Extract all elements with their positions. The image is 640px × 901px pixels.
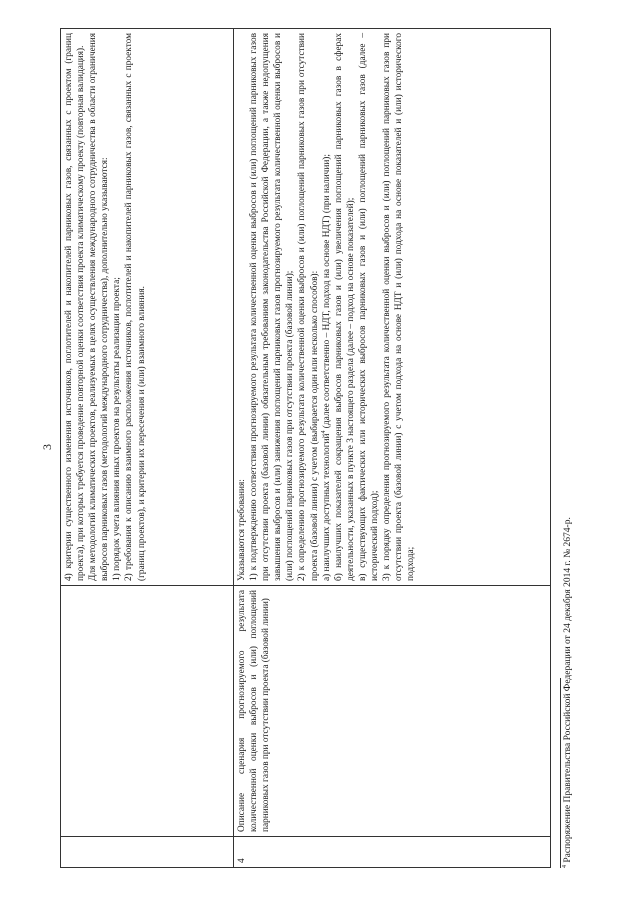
- footnote-text: Распоряжение Правительства Российской Федерации от 24 декабря 2014 г. № 2674-р.: [563, 517, 573, 865]
- paragraph: Для методологий климатических проектов, реализуемых в целях осуществления международного сотрудничества в области ограничения выбросов парниковых газов (методологий международного сотрудничества), дополнительно указываются:: [88, 33, 111, 581]
- page-number: 3: [40, 444, 54, 450]
- table-row: [61, 29, 234, 868]
- paragraph: [321, 33, 333, 581]
- paragraph: 2) к определению прогнозируемого результата количественной оценки выбросов и (или) поглощений парниковых газов при отсутствии проекта (базовой линии) с учетом (выбирается один или несколько способов):: [297, 33, 320, 581]
- ndt-text: а) наилучших доступных технологий: [321, 433, 332, 581]
- paragraph: 3) к порядку определения прогнозируемого результата количественной оценки выбросов и (или) поглощений парниковых газов при отсутствии проекта (базовой линии) с учетом подхода на основе НДТ и (или) подхода на основе показателей и (или) исторического подхода;: [382, 33, 417, 581]
- paragraph: 1) порядок учета влияния иных проектов на результаты реализации проекта;: [112, 277, 123, 581]
- paragraph: 4) критерии существенного изменения источников, поглотителей и накопителей парниковых газов, связанных с проектом (границ проекта), при которых требуется проведение повторной оценки соответствия проекта климатическому проекту (повторная валидация).: [64, 33, 87, 581]
- paragraph: б) наилучших показателей сокращения выбросов парниковых газов и (или) увеличения поглощений парниковых газов в сферах деятельности, указанных в пункте 3 настоящего раздела (далее – подход на основе показателей);: [333, 33, 356, 581]
- table-row: [234, 29, 551, 868]
- ndt-suffix: (далее соответственно – НДТ, подход на основе НДТ) (при наличии);: [321, 154, 332, 431]
- footnote-mark: 4: [561, 865, 568, 868]
- row-number-cell: [61, 837, 234, 868]
- row-name-cell: Описание сценария прогнозируемого результата количественной оценки выбросов и (или) поглощений парниковых газов при отсутствии проекта (базовой линии): [234, 586, 551, 837]
- footnote: [563, 36, 574, 868]
- row-number-cell: 4: [234, 837, 551, 868]
- paragraph: 1) к подтверждению соответствия прогнозируемого результата количественной оценки выбросов и (или) поглощений парниковых газов при отсутствии проекта (базовой линии) обязательным требованиям законодательства Российской Федерации, а также недопущения завышения выбросов и (или) занижения поглощений парниковых газов прогнозируемого результата количественной оценки выбросов и (или) поглощений парниковых газов при отсутствии проекта (базовой линии);: [249, 33, 296, 581]
- paragraph: Указываются требования:: [237, 479, 247, 581]
- footnote-ref: 4: [320, 430, 327, 434]
- row-requirements-cell: [234, 29, 551, 586]
- paragraph: 2) требования к описанию взаимного расположения источников, поглотителей и накопителей парниковых газов, связанных с проектом (границ проектов), и критерии их пересечения и (или) взаимного влияния.: [124, 33, 147, 581]
- row-name-cell: [61, 586, 234, 837]
- methodology-table: [60, 28, 551, 868]
- footnote-divider: [560, 678, 561, 868]
- paragraph: в) существующих фактических или исторических выбросов парниковых газов и (или) поглощений парниковых газов (далее – исторический подход);: [357, 33, 381, 581]
- rotated-page-content: [60, 33, 580, 868]
- row-requirements-cell: [61, 29, 234, 586]
